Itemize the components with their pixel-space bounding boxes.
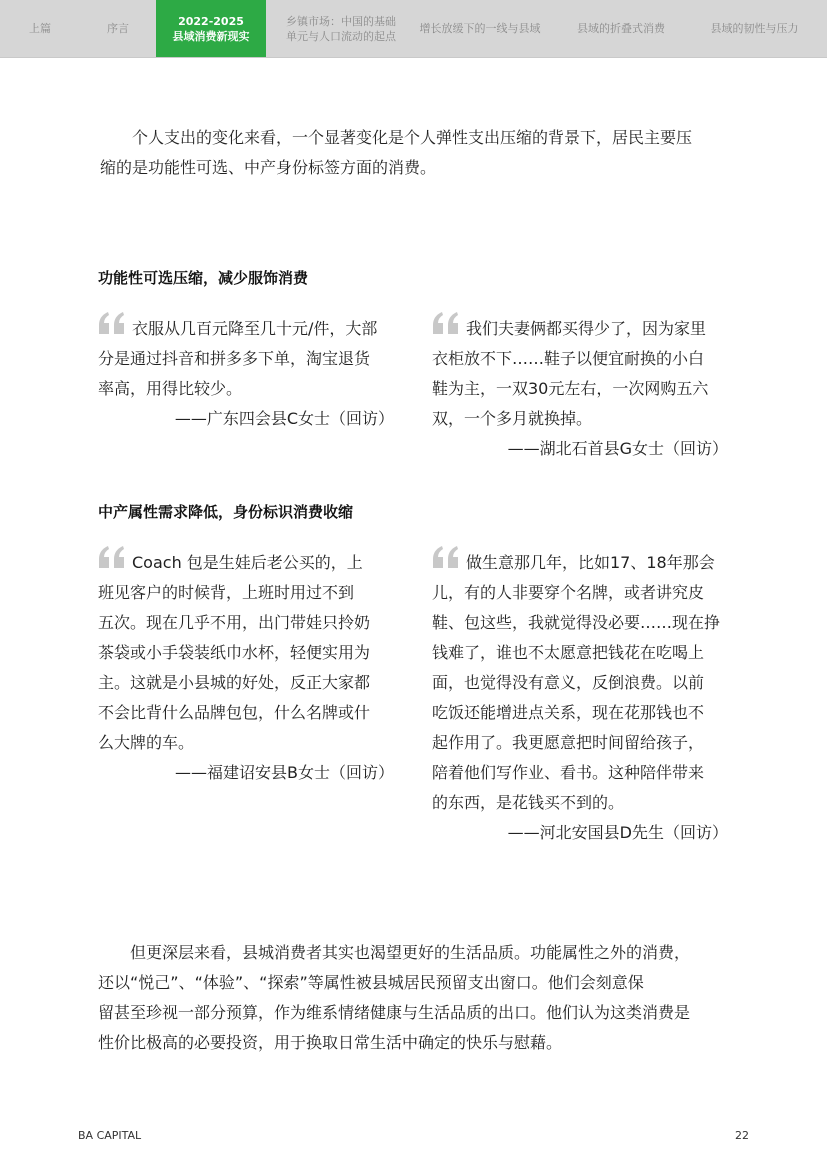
tab-title-line1: 乡镇市场：中国的基础 bbox=[286, 14, 396, 28]
quote-line: 做生意那几年，比如17、18年那会 bbox=[466, 553, 715, 572]
tab-county-consumption-reality[interactable] bbox=[156, 0, 266, 57]
quote-line: 率高，用得比较少。 bbox=[98, 379, 243, 398]
quote-line: 陪着他们写作业、看书。这种陪伴带来 bbox=[432, 763, 705, 782]
quote-line: 衣柜放不下……鞋子以便宜耐换的小白 bbox=[432, 349, 705, 368]
text-line: 个人支出的变化来看，一个显著变化是个人弹性支出压缩的背景下，居民主要压 bbox=[132, 128, 693, 147]
closing-paragraph bbox=[98, 938, 728, 1058]
quote-line: 起作用了。我更愿意把时间留给孩子， bbox=[432, 733, 705, 752]
section-heading: 中产属性需求降低，身份标识消费收缩 bbox=[98, 503, 354, 521]
quote-line: 钱难了，谁也不太愿意把钱花在吃喝上 bbox=[432, 643, 705, 662]
quote-line: Coach 包是生娃后老公买的，上 bbox=[132, 553, 363, 572]
text-line: 但更深层来看，县城消费者其实也渴望更好的生活品质。功能属性之外的消费， bbox=[130, 943, 691, 962]
section-heading: 功能性可选压缩，减少服饰消费 bbox=[98, 269, 309, 287]
quote-line: 儿，有的人非要穿个名牌，或者讲究皮 bbox=[432, 583, 705, 602]
quote-line: 鞋、包这些，我就觉得没必要……现在挣 bbox=[432, 613, 721, 632]
tab-title-line1: 2022-2025 bbox=[178, 14, 244, 28]
tab-resilience-pressure[interactable]: 县域的韧性与压力 bbox=[710, 22, 799, 35]
quote-line: 班见客户的时候背，上班时用过不到 bbox=[98, 583, 355, 602]
page-number: 22 bbox=[735, 1129, 749, 1142]
text-line: 留甚至珍视一部分预算，作为维系情绪健康与生活品质的出口。他们认为这类消费是 bbox=[98, 1003, 691, 1022]
quote-line: 的东西，是花钱买不到的。 bbox=[432, 793, 625, 812]
quote-line: 么大牌的车。 bbox=[98, 733, 195, 752]
quote-block bbox=[432, 548, 728, 848]
quote-line: 双，一个多月就换掉。 bbox=[432, 409, 593, 428]
tab-folded-consumption[interactable]: 县域的折叠式消费 bbox=[577, 22, 665, 35]
quote-block bbox=[98, 548, 394, 788]
intro-paragraph bbox=[100, 123, 730, 183]
tab-title-line2: 县域消费新现实 bbox=[172, 29, 250, 43]
quote-line: 衣服从几百元降至几十元/件，大部 bbox=[132, 319, 378, 338]
quote-line: 鞋为主，一双30元左右，一次网购五六 bbox=[432, 379, 709, 398]
text-line: 还以“悦己”、“体验”、“探索”等属性被县城居民预留支出窗口。他们会刻意保 bbox=[98, 973, 644, 992]
quote-line: 我们夫妻俩都买得少了，因为家里 bbox=[466, 319, 707, 338]
quote-line: 面，也觉得没有意义，反倒浪费。以前 bbox=[432, 673, 705, 692]
quote-attribution: ——福建诏安县B女士（回访） bbox=[175, 763, 394, 782]
quote-attribution: ——湖北石首县G女士（回访） bbox=[507, 439, 728, 458]
quote-line: 茶袋或小手袋装纸巾水杯，轻便实用为 bbox=[98, 643, 371, 662]
quote-line: 吃饭还能增进点关系，现在花那钱也不 bbox=[432, 703, 705, 722]
tab-part-one[interactable]: 上篇 bbox=[29, 22, 51, 35]
quote-line: 分是通过抖音和拼多多下单，淘宝退货 bbox=[98, 349, 371, 368]
text-line: 性价比极高的必要投资，用于换取日常生活中确定的快乐与慰藉。 bbox=[98, 1033, 563, 1052]
quote-attribution: ——河北安国县D先生（回访） bbox=[507, 823, 728, 842]
top-navigation bbox=[0, 0, 827, 58]
quote-attribution: ——广东四会县C女士（回访） bbox=[174, 409, 394, 428]
tab-first-tier-and-county[interactable]: 增长放缓下的一线与县域 bbox=[419, 22, 541, 35]
text-line: 缩的是功能性可选、中产身份标签方面的消费。 bbox=[100, 158, 437, 177]
tab-preface[interactable]: 序言 bbox=[107, 22, 129, 35]
tab-title-line2: 单元与人口流动的起点 bbox=[286, 29, 396, 43]
quote-line: 五次。现在几乎不用，出门带娃只拎奶 bbox=[98, 613, 371, 632]
quote-line: 主。这就是小县城的好处，反正大家都 bbox=[98, 673, 371, 692]
quote-line: 不会比背什么品牌包包，什么名牌或什 bbox=[98, 703, 371, 722]
tab-township-market[interactable] bbox=[266, 0, 400, 57]
quote-block bbox=[98, 314, 394, 434]
footer-brand: BA CAPITAL bbox=[78, 1129, 142, 1142]
quote-block bbox=[432, 314, 728, 464]
